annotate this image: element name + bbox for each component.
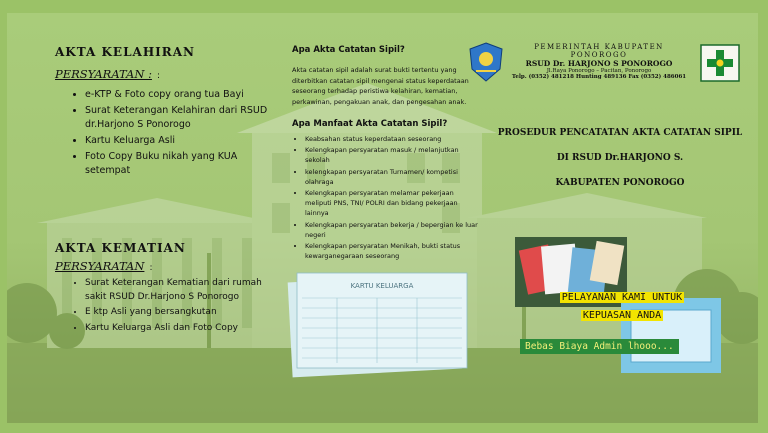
ponorogo-regency-logo xyxy=(468,41,504,83)
death-requirements-heading xyxy=(55,255,285,274)
slogan-line-1 xyxy=(507,292,737,303)
slogan-satisfaction: KEPUASAN ANDA xyxy=(582,310,662,321)
government-name: PEMERINTAH KABUPATEN PONOROGO xyxy=(534,43,664,59)
list-item: • Kelengkapan persyaratan bekerja / bepergian ke luar negeri xyxy=(305,220,482,240)
death-requirements-colon: : xyxy=(149,263,153,273)
left-column xyxy=(55,45,285,180)
death-certificate-title: AKTA KEMATIAN xyxy=(55,241,186,255)
hospital-name: RSUD Dr. HARJONO S PONOROGO xyxy=(525,59,673,68)
list-item: • Kartu Keluarga Asli dan Foto Copy xyxy=(85,322,285,336)
hospital-logo xyxy=(699,43,741,83)
birth-requirements-colon: : xyxy=(157,71,161,81)
civil-registry-definition: Akta catatan sipil adalah surat bukti tertentu yang diterbitkan catatan sipil mengenai status keperdataan seseorang terhadap peristiwa kelahiran, kematian, perkawinan, pengakuan anak, dan pengesahan anak. xyxy=(292,66,469,106)
list-item: • Kelengkapan persyaratan masuk / melanjutkan sekolah xyxy=(305,145,482,165)
list-item: • Kelengkapan persyaratan Menikah, bukti status kewarganegaraan seseorang xyxy=(305,241,482,261)
list-item: • kelengkapan persyaratan Turnamen/ kompetisi olahraga xyxy=(305,167,482,187)
list-item: • Surat Keterangan Kelahiran dari RSUD dr.Harjono S Ponorogo xyxy=(85,104,285,132)
slogan-service: PELAYANAN KAMI UNTUK xyxy=(561,292,683,303)
family-card-photo xyxy=(287,268,472,378)
slogan-block xyxy=(507,292,737,321)
free-admin-banner: Bebas Biaya Admin lhooo... xyxy=(520,339,679,354)
list-item: • Kartu Keluarga Asli xyxy=(85,134,285,148)
middle-column xyxy=(292,45,482,262)
brochure-frame xyxy=(7,13,758,423)
procedure-title-line: PROSEDUR PENCATATAN AKTA CATATAN SIPIL xyxy=(497,128,743,138)
benefits-list xyxy=(292,134,482,261)
birth-requirements-list xyxy=(55,88,285,178)
birth-requirements-label: PERSYARATAN : xyxy=(55,67,152,81)
death-section xyxy=(55,241,285,337)
what-is-civil-registry-heading: Apa Akta Catatan Sipil? xyxy=(292,45,405,55)
letterhead xyxy=(505,43,693,80)
family-card-label: KARTU KELUARGA xyxy=(350,282,414,290)
birth-certificate-title: AKTA KELAHIRAN xyxy=(55,45,196,59)
benefits-heading: Apa Manfaat Akta Catatan Sipil? xyxy=(292,119,448,129)
list-item: • Foto Copy Buku nikah yang KUA setempat xyxy=(85,150,285,178)
death-requirements-list xyxy=(55,277,285,335)
slogan-line-2 xyxy=(507,310,737,321)
hospital-phone: Telp. (0352) 481218 Hunting 489136 Fax (0352) 486061 xyxy=(511,74,687,80)
procedure-title xyxy=(485,121,755,196)
list-item: • Kelengkapan persyaratan melamar pekerjaan meliputi PNS, TNI/ POLRI dan bidang pekerjaan lainnya xyxy=(305,188,482,219)
list-item: • Keabsahan status keperdataan seseorang xyxy=(305,134,482,144)
procedure-title-line: DI RSUD Dr.HARJONO S. xyxy=(556,153,684,163)
list-item: • E ktp Asli yang bersangkutan xyxy=(85,306,285,320)
hospital-address: Jl.Raya Ponorogo – Pacitan, Ponorogo xyxy=(546,68,652,74)
death-requirements-label: PERSYARATAN xyxy=(55,259,145,273)
birth-requirements-heading xyxy=(55,63,285,82)
list-item: • Surat Keterangan Kematian dari rumah sakit RSUD Dr.Harjono S Ponorogo xyxy=(85,277,285,304)
list-item: • e-KTP & Foto copy orang tua Bayi xyxy=(85,88,285,102)
procedure-title-line: KABUPATEN PONOROGO xyxy=(555,178,685,188)
